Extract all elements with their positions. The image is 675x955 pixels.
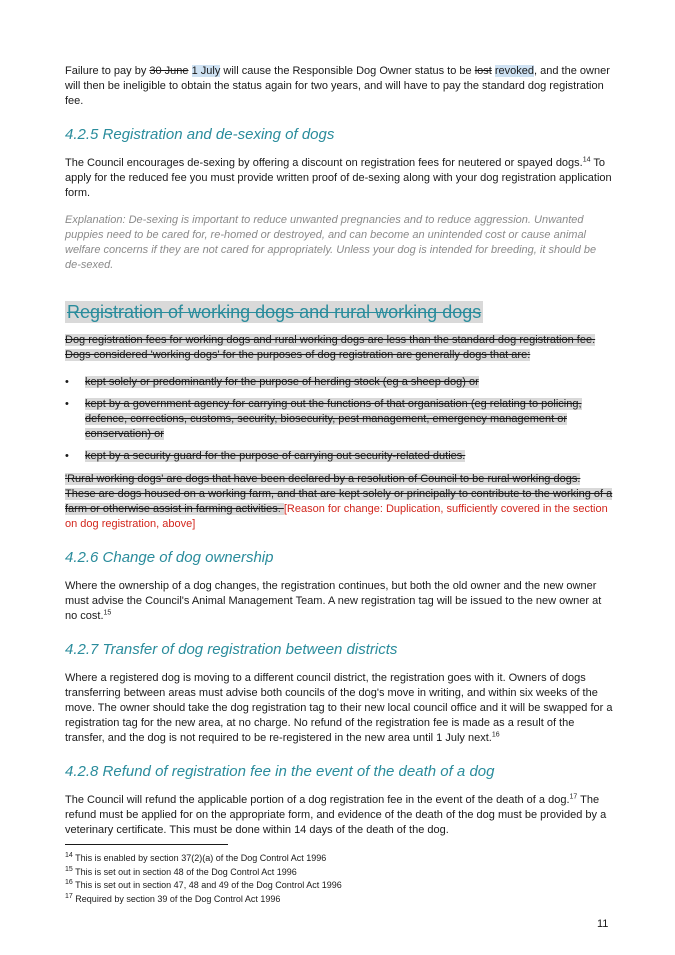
paragraph-desexing xyxy=(65,156,613,201)
footnote-separator xyxy=(65,844,228,845)
list-item xyxy=(65,375,613,390)
footnote xyxy=(65,866,613,880)
paragraph-rdo-status xyxy=(65,64,613,109)
deleted-heading-working-dogs: Registration of working dogs and rural working dogs xyxy=(67,302,482,322)
document-page xyxy=(65,64,613,850)
footnote-text: This is enabled by section 37(2)(a) of the Dog Control Act 1996 xyxy=(72,853,327,863)
deleted-text: lost xyxy=(474,65,492,77)
text-run: The refund must be applied for on the appropriate form, and evidence of the death of the dog must be provided by a veterinary certificate. This must be done within 14 days of the death of the dog. xyxy=(65,794,607,836)
deleted-working-dog-list xyxy=(65,375,613,464)
deleted-text: kept by a security guard for the purpose of carrying out security-related duties. xyxy=(85,450,466,462)
text-run: The Council will refund the applicable portion of a dog registration fee in the event of the death of a dog. xyxy=(65,794,570,806)
footnote-text: This is set out in section 47, 48 and 49 of the Dog Control Act 1996 xyxy=(72,880,342,890)
text-run: Failure to pay by xyxy=(65,65,150,77)
list-item xyxy=(65,397,613,442)
footnote-text: This is set out in section 48 of the Dog Control Act 1996 xyxy=(72,866,297,877)
explanation-desexing: Explanation: De-sexing is important to reduce unwanted pregnancies and to reduce aggression. Unwanted puppies need to be cared for, re-homed or destroyed, and can become an unintended cost or cause animal welfare concerns if they are not cared for appropriately. Unless your dog is intended for breeding, it should be de-sexed. xyxy=(65,214,597,271)
deleted-text: kept by a government agency for carrying out the functions of that organisation (eg relating to policing, defence, corrections, customs, security, biosecurity, pest management, emergency management or conservation) or xyxy=(85,398,582,440)
deleted-paragraph-rural xyxy=(65,472,613,532)
footnote xyxy=(65,852,613,866)
footnote xyxy=(65,893,613,907)
deleted-text: Dog registration fees for working dogs and rural working dogs are less than the standard dog registration fee. Dogs considered 'working dogs' for the purposes of dog registration are generally dogs that are: xyxy=(65,334,596,361)
list-item xyxy=(65,449,613,464)
paragraph-transfer xyxy=(65,671,613,746)
deleted-text: 'Rural working dogs' are dogs that have been declared by a resolution of Council to be rural working dogs. These are dogs housed on a working farm, and that are kept solely or principally to contribute to the working of a farm or otherwise assist in farming activities. xyxy=(65,473,613,515)
deleted-text: kept solely or predominantly for the purpose of herding stock (eg a sheep dog) or xyxy=(85,376,479,388)
change-reason-note: [Reason for change: Duplication, sufficiently covered in the section on dog registration, above] xyxy=(65,503,608,530)
footnote-number: 15 xyxy=(65,865,73,873)
section-heading-4-2-8: 4.2.8 Refund of registration fee in the event of the death of a dog xyxy=(65,763,495,780)
footnote xyxy=(65,879,613,893)
footnote-number: 17 xyxy=(65,892,73,900)
footnotes xyxy=(65,852,613,906)
paragraph-refund xyxy=(65,793,613,838)
footnote-ref[interactable]: 14 xyxy=(582,156,591,164)
deleted-text: 30 June xyxy=(149,65,189,77)
footnote-text: Required by section 39 of the Dog Control Act 1996 xyxy=(72,893,281,904)
bullet: • xyxy=(65,398,69,410)
inserted-text: revoked xyxy=(494,65,535,77)
bullet: • xyxy=(65,450,69,462)
footnote-ref[interactable]: 17 xyxy=(569,793,578,801)
text-run: To apply for the reduced fee you must provide written proof of de-sexing along with your dog registration application form. xyxy=(65,157,612,199)
inserted-text: 1 July xyxy=(191,65,221,77)
footnote-number: 16 xyxy=(65,879,73,886)
deleted-paragraph-working-fees xyxy=(65,333,613,363)
paragraph-ownership xyxy=(65,579,613,624)
section-heading-4-2-7: 4.2.7 Transfer of dog registration between districts xyxy=(65,641,398,658)
section-heading-4-2-6: 4.2.6 Change of dog ownership xyxy=(65,549,274,566)
page-number: 11 xyxy=(597,918,609,930)
section-heading-4-2-5: 4.2.5 Registration and de-sexing of dogs xyxy=(65,126,335,143)
bullet: • xyxy=(65,376,69,388)
footnote-ref[interactable]: 16 xyxy=(491,731,500,739)
text-run: The Council encourages de-sexing by offering a discount on registration fees for neutered or spayed dogs. xyxy=(65,157,583,169)
text-run: will cause the Responsible Dog Owner status to be xyxy=(220,65,475,77)
text-run: Where a registered dog is moving to a different council district, the registration goes with it. Owners of dogs transferring between areas must advise both councils of the dog's move in writing, and within six weeks of the move. The owner should take the dog registration tag to their new local council office and it will be swapped for a registration tag for the new area, at no charge. No refund of the registration fee is made as a result of the transfer, and the dog is not required to be re-registered in the new area until 1 July next. xyxy=(65,672,613,744)
text-run: , and the owner will then be ineligible to obtain the status again for two years, and will have to pay the standard dog registration fee. xyxy=(65,65,610,107)
footnote-number: 14 xyxy=(65,852,73,859)
text-run: Where the ownership of a dog changes, the registration continues, but both the old owner and the new owner must advise the Council's Animal Management Team. A new registration tag will be issued to the new owner at no cost. xyxy=(65,580,602,622)
footnote-ref[interactable]: 15 xyxy=(103,609,112,617)
